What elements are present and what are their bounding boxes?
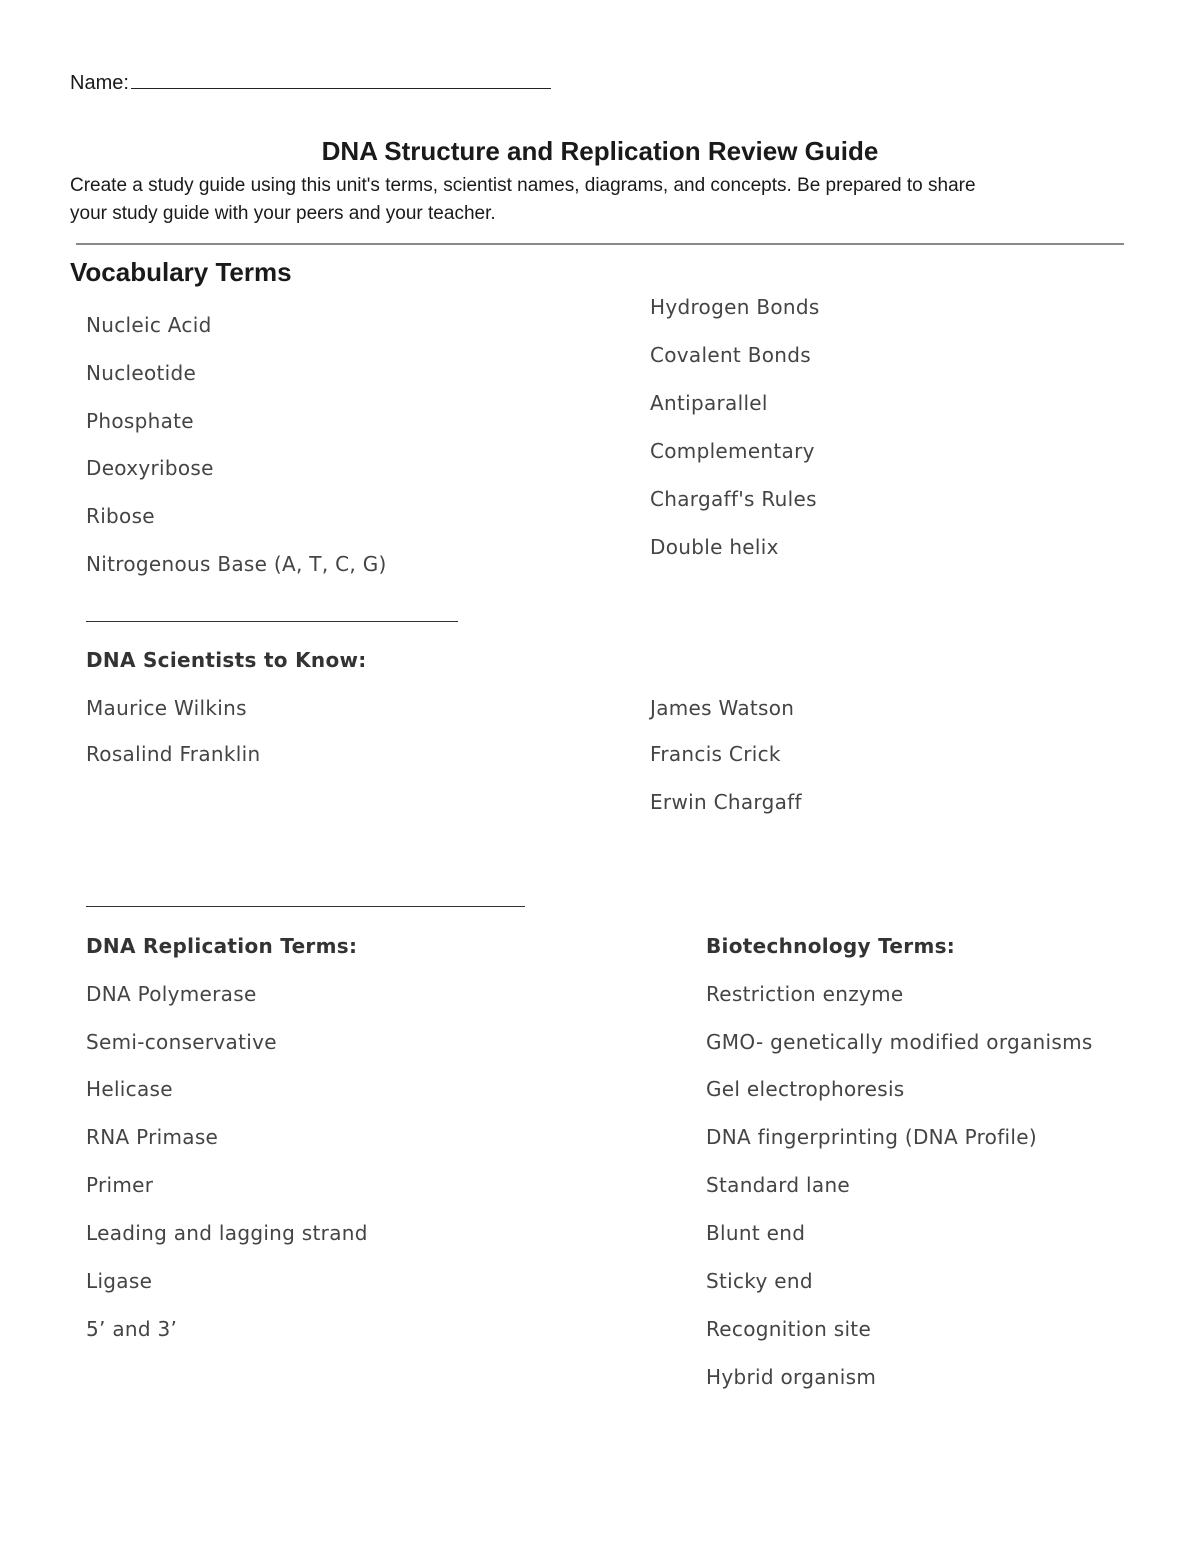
name-field — [70, 70, 551, 95]
biotech-term: Gel electrophoresis — [706, 1077, 905, 1101]
scientists-heading: DNA Scientists to Know: — [86, 648, 367, 672]
replication-heading: DNA Replication Terms: — [86, 934, 358, 958]
header-divider — [76, 243, 1124, 245]
vocab-term: Deoxyribose — [86, 456, 214, 480]
vocab-term: Chargaff's Rules — [650, 487, 817, 511]
vocab-term: Phosphate — [86, 409, 194, 433]
replication-term: Helicase — [86, 1077, 173, 1101]
intro-paragraph — [70, 172, 1130, 228]
replication-term: DNA Polymerase — [86, 982, 257, 1006]
replication-term: Semi-conservative — [86, 1030, 277, 1054]
vocab-term: Hydrogen Bonds — [650, 295, 820, 319]
scientist-name: Maurice Wilkins — [86, 696, 247, 720]
page-title: DNA Structure and Replication Review Guide — [321, 136, 879, 166]
vocab-term: Complementary — [650, 439, 815, 463]
intro-line-2: your study guide with your peers and your teacher. — [70, 203, 496, 224]
biotech-term: Hybrid organism — [706, 1365, 877, 1389]
biotech-term: GMO- genetically modified organisms — [706, 1030, 1093, 1054]
replication-term: RNA Primase — [86, 1125, 219, 1149]
biotech-term: Standard lane — [706, 1173, 851, 1197]
name-label: Name: — [70, 72, 129, 94]
vocab-term: Nitrogenous Base (A, T, C, G) — [86, 552, 387, 576]
biotech-term: Blunt end — [706, 1221, 806, 1245]
replication-term: 5’ and 3’ — [86, 1317, 178, 1341]
biotech-term: Restriction enzyme — [706, 982, 904, 1006]
scientist-name: Erwin Chargaff — [650, 790, 802, 814]
biotech-term: DNA fingerprinting (DNA Profile) — [706, 1125, 1037, 1149]
section-divider — [86, 621, 458, 622]
scientist-name: Rosalind Franklin — [86, 742, 261, 766]
scientist-name: James Watson — [650, 696, 795, 720]
replication-term: Ligase — [86, 1269, 153, 1293]
vocab-term: Covalent Bonds — [650, 343, 811, 367]
section-divider — [86, 906, 525, 907]
replication-term: Leading and lagging strand — [86, 1221, 368, 1245]
vocab-term: Nucleic Acid — [86, 313, 212, 337]
scientist-name: Francis Crick — [650, 742, 781, 766]
intro-line-1: Create a study guide using this unit's terms, scientist names, diagrams, and concepts. Be prepared to share — [70, 175, 976, 196]
biotech-term: Sticky end — [706, 1269, 813, 1293]
vocabulary-heading: Vocabulary Terms — [70, 257, 292, 287]
vocab-term: Ribose — [86, 504, 155, 528]
biotech-term: Recognition site — [706, 1317, 872, 1341]
name-blank-line[interactable] — [131, 70, 551, 89]
vocab-term: Antiparallel — [650, 391, 768, 415]
vocab-term: Double helix — [650, 535, 779, 559]
replication-term: Primer — [86, 1173, 154, 1197]
biotech-heading: Biotechnology Terms: — [706, 934, 956, 958]
vocab-term: Nucleotide — [86, 361, 197, 385]
